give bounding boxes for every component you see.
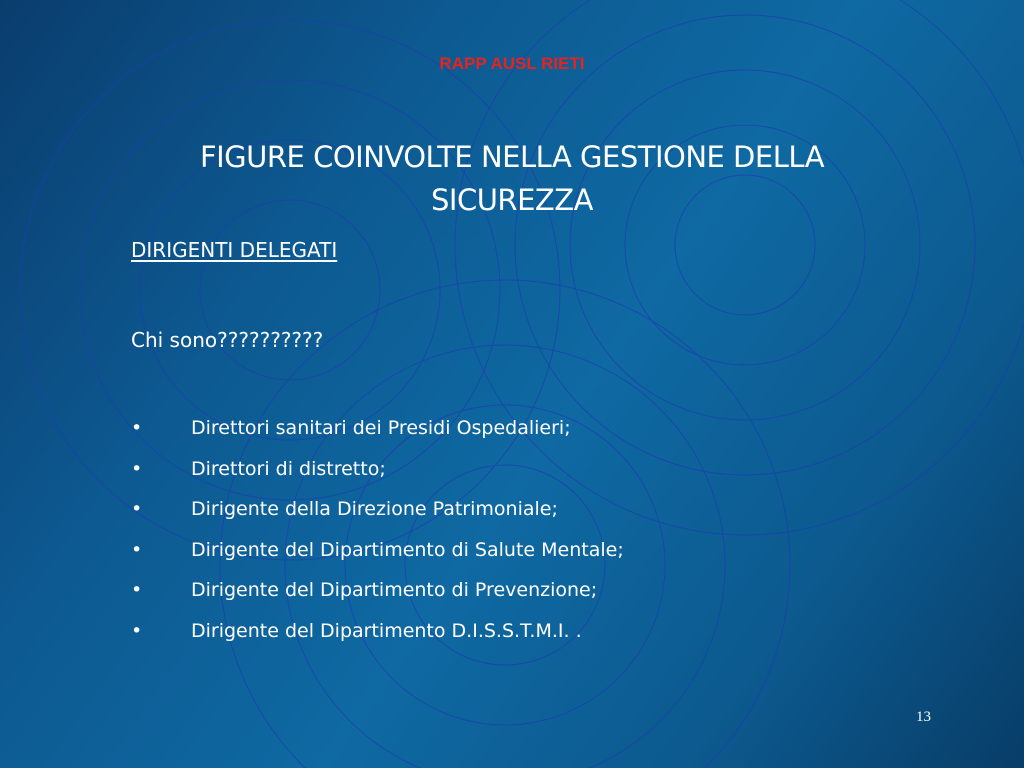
list-item-text: Dirigente della Direzione Patrimoniale;	[191, 498, 558, 520]
subheading: DIRIGENTI DELEGATI	[131, 238, 338, 262]
bullet-icon: •	[131, 417, 143, 439]
list-item-text: Direttori di distretto;	[191, 457, 386, 480]
list-item-text: Direttori sanitari dei Presidi Ospedalieri;	[191, 417, 571, 439]
slide-title	[60, 136, 964, 222]
header-label: RAPP AUSL RIETI	[439, 54, 585, 73]
bullet-icon: •	[131, 538, 143, 561]
bullet-icon: •	[131, 579, 143, 601]
list-item-text: Dirigente del Dipartimento di Salute Mentale;	[191, 538, 624, 561]
list-item-text: Dirigente del Dipartimento di Prevenzione;	[191, 579, 598, 601]
bullet-icon: •	[131, 498, 143, 520]
slide-title-line-1: FIGURE COINVOLTE NELLA GESTIONE DELLA	[199, 140, 825, 174]
bullet-icon: •	[131, 619, 143, 642]
page-number: 13	[916, 709, 931, 725]
slide-title-line-2: SICUREZZA	[431, 183, 593, 217]
bullet-icon: •	[131, 457, 143, 480]
question-text: Chi sono??????????	[131, 328, 324, 352]
list-item-text: Dirigente del Dipartimento D.I.S.S.T.M.I. .	[191, 619, 582, 642]
